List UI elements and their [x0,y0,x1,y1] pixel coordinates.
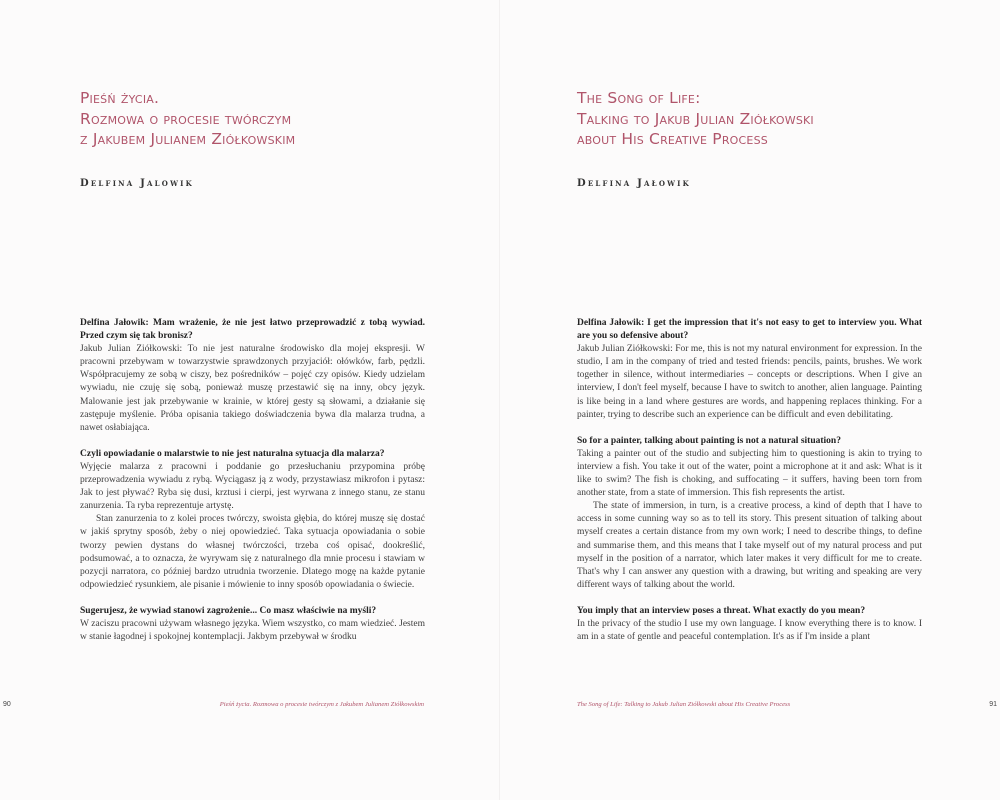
article-body-polish [80,317,425,669]
answer-paragraph: Wyjęcie malarza z pracowni i poddanie go przesłuchaniu przypomina próbę przeprowadzenia wywiadu z rybą. Wyciągasz ją z wody, przystawiasz mikrofon i pytasz: Jak to jest pływać? Ryba się dusi, krztusi i cierpi, jest wyrwana z innego stanu, ze stanu zanurzenia. Ta ryba reprezentuje artystę. [80,461,425,512]
title-line: about His Creative Process [577,130,768,148]
page-number: 90 [3,701,11,708]
article-title-polish [80,88,500,150]
answer-paragraph: Jakub Julian Ziółkowski: For me, this is not my natural environment for expression. In the studio, I am in the company of tried and tested friends: pencils, paints, brushes. We work together in silence, without intermediaries – concepts or descriptions. When I give an interview, I don't feel myself, because I have to switch to another, alien language. Painting is like being in a land where gestures are words, and happening replaces thinking. For a painter, trying to describe such an experience can be difficult and even debilitating. [577,344,922,420]
right-page [500,0,1000,800]
question: Sugerujesz, że wywiad stanowi zagrożenie... Co masz właściwie na myśli? [80,605,377,616]
question: So for a painter, talking about painting is not a natural situation? [577,435,841,446]
running-footer: Pieśń życia. Rozmowa o procesie twórczym z Jakubem Julianem Ziółkowskim [219,701,424,708]
answer-paragraph: In the privacy of the studio I use my own language. I know everything there is to know. I am in a state of gentle and peaceful contemplation. It's as if I'm inside a plant [577,618,922,643]
running-footer: The Song of Life: Talking to Jakub Julian Ziółkowski about His Creative Process [577,701,791,708]
article-body-english [577,317,922,669]
title-line: Pieśń życia. [80,89,160,107]
title-line: z Jakubem Julianem Ziółkowskim [80,130,296,148]
author-name: Delfina Jalowik [80,178,194,189]
author-name: Delfina Jałowik [577,178,691,189]
answer-paragraph: The state of immersion, in turn, is a creative process, a kind of depth that I have to access in some cunning way so as to tell its story. This present situation of talking about myself creates a certain distance from my own work; I need to describe things, to define and summarise them, and this means that I take myself out of my natural process and put myself in the position of a narrator, which later makes it very difficult for me to create. That's why I can answer any question with a drawing, but writing and speaking are very different ways of talking about the world. [577,501,922,590]
page-number: 91 [989,701,997,708]
question: Delfina Jałowik: I get the impression that it's not easy to get to interview you. What are you so defensive about? [577,318,922,342]
answer-paragraph: W zaciszu pracowni używam własnego języka. Wiem wszystko, co mam wiedzieć. Jestem w stanie łagodnej i spokojnej kontemplacji. Jakbym przebywał w środku [80,618,425,643]
answer-paragraph: Stan zanurzenia to z kolei proces twórczy, swoista głębia, do której muszę się dostać w jakiś sprytny sposób, żeby o niej opowiedzieć. Taka sytuacja opowiadania o sobie tworzy pewien dystans do własnej twórczości, trzeba coś opisać, dookreślić, podsumować, a to oznacza, że wyrywam się z naturalnego dla mnie procesu i stawiam w pozycji narratora, co później bardzo utrudnia tworzenie. Dlatego mogę na każde pytanie odpowiedzieć rysunkiem, ale pisanie i mówienie to inny sposób opowiadania o świecie. [80,514,425,590]
question: You imply that an interview poses a threat. What exactly do you mean? [577,605,866,616]
answer-paragraph: Taking a painter out of the studio and subjecting him to questioning is akin to trying to interview a fish. You take it out of the water, point a microphone at it and ask: What is it like to swim? The fish is choking, and suffocating – it suffers, having been torn from another state, from a state of immersion. This fish represents the artist. [577,448,922,499]
article-title-english [577,88,997,150]
title-line: The Song of Life: [577,89,701,107]
title-line: Rozmowa o procesie twórczym [80,109,292,128]
title-line: Talking to Jakub Julian Ziółkowski [577,109,814,128]
answer-paragraph: Jakub Julian Ziółkowski: To nie jest naturalne środowisko dla mojej ekspresji. W pracowni przebywam w towarzystwie sprawdzonych przyjaciół: ołówków, farb, pędzli. Współpracujemy ze sobą w ciszy, bez pośredników – pojęć czy opisów. Kiedy udzielam wywiadu, nie czuję się sobą, ponieważ muszę przestawić się na inny, obcy język. Malowanie jest jak przebywanie w krainie, w której gesty są słowami, a działanie się zastępuje myślenie. Próba opisania takiego doświadczenia bywa dla malarza trudna, a nawet osłabiająca. [80,344,425,433]
question: Czyli opowiadanie o malarstwie to nie jest naturalna sytuacja dla malarza? [80,448,385,459]
question: Delfina Jałowik: Mam wrażenie, że nie jest łatwo przeprowadzić z tobą wywiad. Przed czym się tak bronisz? [80,318,425,342]
